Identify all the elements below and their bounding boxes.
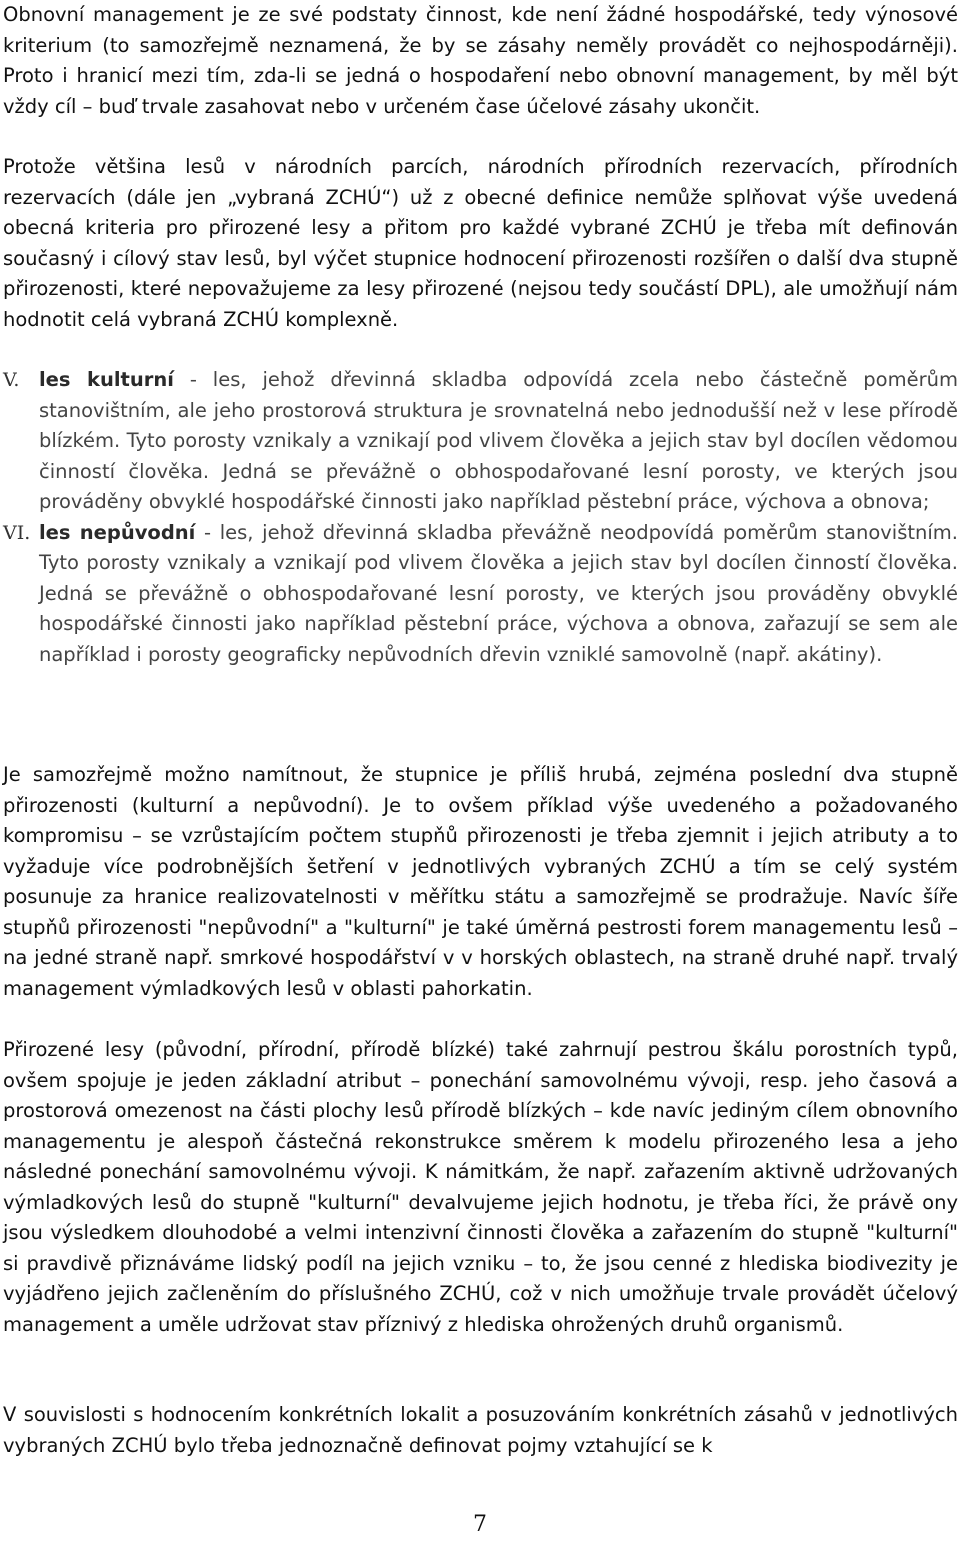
list-item-number: V. <box>3 369 20 391</box>
paragraph-obnovni-management: Obnovní management je ze své podstaty činnost, kde není žádné hospodářské, tedy výnosové kriterium (to samozřejmě neznamená, že by se zásahy neměly provádět co nejhospodárněji). Proto i hranicí mezi tím, zda-li se jedná o hospodaření nebo obnovní management, by měl být vždy cíl – buď trvale zasahovat nebo v určeném čase účelové zásahy ukončit. <box>3 3 958 118</box>
paragraph-prirozene-lesy: Přirozené lesy (původní, přírodní, přírodě blízké) také zahrnují pestrou škálu porostních typů, ovšem spojuje je jeden základní atribut – ponechání samovolnému vývoji, resp. jeho časová a prostorová omezenost na části plochy lesů přírodě blízkých – kde navíc jediným cílem obnovního managementu je alespoň částečná rekonstrukce směrem k modelu přirozeného lesa a jeho následné ponechání samovolnému vývoji. K námitkám, že např. zařazením aktivně udržovaných výmladkových lesů do stupně "kulturní" devalvujeme jejich hodnotu, je třeba říci, že právě ony jsou výsledkem dlouhodobé a velmi intenzivní činnosti člověka a zařazením do stupně "kulturní" si pravdivě přiznáváme lidský podíl na jejich vzniku – to, že jsou cenné z hlediska biodivezity je vyjádřeno jejich začleněním do příslušného ZCHÚ, což v nich umožňuje trvale provádět účelový management a uměle udržovat stav příznivý z hlediska ohrožených druhů organismů. <box>3 1038 958 1336</box>
naturalness-scale-list <box>3 365 958 670</box>
paragraph-stupnice: Je samozřejmě možno namítnout, že stupnice je příliš hrubá, zejména poslední dva stupně přirozenosti (kulturní a nepůvodní). Je to ovšem příklad výše uvedeného a požadovaného kompromisu – se vzrůstajícím počtem stupňů přirozenosti je třeba zjemnit i jejich atributy a to vyžaduje více podrobnějších šetření v jednotlivých vybraných ZCHÚ a tím se celý systém posunuje za hranice realizovatelnosti v měřítku státu a samozřejmě se prodražuje. Navíc šíře stupňů přirozenosti "nepůvodní" a "kulturní" je také úměrná pestrosti forem managementu lesů – na jedné straně např. smrkové hospodářství v v horských oblastech, na straně druhé např. trvalý management výmladkových lesů v oblasti pahorkatin. <box>3 763 958 1000</box>
list-item-nepuvodni <box>3 518 958 671</box>
paragraph-vybrana-zchu: Protože většina lesů v národních parcích, národních přírodních rezervacích, přírodních rezervacích (dále jen „vybraná ZCHÚ“) už z obecné definice nemůže splňovat výše uvedená obecná kriteria pro přirozené lesy a přitom pro každé vybrané ZCHÚ je třeba mít definován současný i cílový stav lesů, byl výčet stupnice hodnocení přirozenosti rozšířen o další dva stupně přirozenosti, které nepovažujeme za lesy přirozené (nejsou tedy součástí DPL), ale umožňují nám hodnotit celá vybraná ZCHÚ komplexně. <box>3 155 958 331</box>
list-item-text: - les, jehož dřevinná skladba převážně neodpovídá poměrům stanovištním. Tyto porosty vznikaly a vznikají pod vlivem člověka a jejich stav byl docílen činností člověka. Jedná se převážně o obhospodařované lesní porosty, ve kterých jsou prováděny obvyklé hospodářské činnosti jako například pěstební práce, výchova a obnova, zařazují se sem ale například i porosty geograficky nepůvodních dřevin vzniklé samovolně (např. akátiny). <box>39 520 958 666</box>
list-item-text: - les, jehož dřevinná skladba odpovídá zcela nebo částečně poměrům stanovištním, ale jeho prostorová struktura je srovnatelná nebo jednodušší než v lese přírodě blízkém. Tyto porosty vznikaly a vznikají pod vlivem člověka a jejich stav byl docílen vědomou činností člověka. Jedná se převážně o obhospodařované lesní porosty, ve kterých jsou prováděny obvyklé hospodářské činnosti jako například pěstební práce, výchova a obnova; <box>39 368 958 513</box>
paragraph-souvislosti: V souvislosti s hodnocením konkrétních lokalit a posuzováním konkrétních zásahů v jednotlivých vybraných ZCHÚ bylo třeba jednoznačně definovat pojmy vztahující se k <box>3 1403 958 1457</box>
list-item-kulturni <box>3 365 958 518</box>
list-item-term: les nepůvodní <box>39 520 196 544</box>
list-item-term: les kulturní <box>39 368 174 391</box>
page-number: 7 <box>473 1512 487 1537</box>
list-item-number: VI. <box>3 521 31 544</box>
